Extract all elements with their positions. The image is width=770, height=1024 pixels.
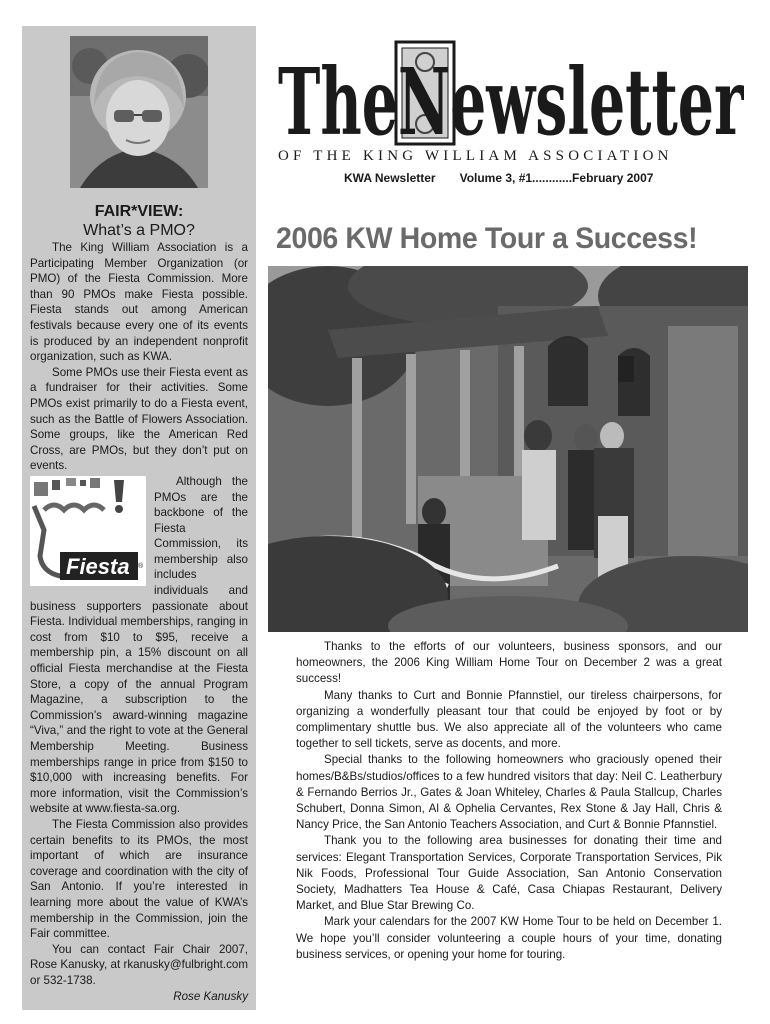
article-paragraph: Many thanks to Curt and Bonnie Pfannstiel, our tireless chairpersons, for organizing a wonderfully pleasant tour that could be enjoyed by foot or by complimentary shuttle bus. We also appreciate all of the volunteers who came together to sell tickets, serve as docents, and more. [296,688,722,751]
sidebar-paragraph: Some PMOs use their Fiesta event as a fundraiser for their activities. Some PMOs exist primarily to do a Fiesta event, such as the Battle of Flowers Association. Some groups, like the American Red Cross, are PMOs, but they don’t put on events. [30,365,248,473]
article-paragraph: Thank you to the following area businesses for donating their time and services: Elegant Transportation Services, Corporate Transportation Services, Pik Nik Foods, Professional Tour Guide Association, San Antonio Conservation Society, Madhatters Tea House & Café, Casa Chiapas Restaurant, Delivery Market, and Blue Star Brewing Co. [296,834,722,913]
sidebar-headline-subtitle: What’s a PMO? [83,222,195,239]
sidebar [22,26,256,1010]
issue-volume-date: Volume 3, #1............February 2007 [459,171,654,185]
issue-publication: KWA Newsletter [344,171,436,185]
article-paragraph: Special thanks to the following homeowners who graciously opened their homes/B&Bs/studios/offices to a few hundred visitors that day: Neil C. Leatherbury & Fernando Berrios Jr., Gates & Joan Whiteley, Charles & Paula Stallcup, Charles Schubert, Donna Simon, Al & Ophelia Cervantes, Rex Stone & Jay Hall, Chris & Nancy Price, the San Antonio Teachers Association, and Curt & Bonnie Pfannstiel. [296,753,722,832]
sidebar-paragraph: The King William Association is a Participating Member Organization (or PMO) of the Fiesta Commission. More than 90 PMOs make Fiesta possible. Fiesta stands out among American festivals because every one of its events is produced by an independent nonprofit organization, such as KWA. [30,241,248,364]
sidebar-article [30,240,248,1004]
fiesta-logo-text: Fiesta [66,553,130,579]
sidebar-headline-title: FAIR*VIEW: [94,203,184,220]
sidebar-signature: Rose Kanusky [173,989,248,1003]
masthead-subtitle: OF THE KING WILLIAM ASSOCIATION [278,148,673,164]
author-photo [70,36,208,188]
home-tour-photo [268,266,748,632]
fiesta-logo-mark: ® [138,562,144,570]
sidebar-headline [22,202,256,240]
article-headline: 2006 KW Home Tour a Success! [276,222,698,255]
issue-line [344,171,653,185]
sidebar-paragraph: The Fiesta Commission also provides certain benefits to its PMOs, the most important of which are insurance coverage and coordination with the city of San Antonio. If you’re interested in learning more about the value of KWA’s membership in the Commission, join the Fair committee. [30,817,248,941]
fiesta-logo [30,476,146,586]
article-paragraph: Thanks to the efforts of our volunteers, business sponsors, and our homeowners, the 2006 King William Home Tour on December 2 was a great success! [296,640,722,686]
article-paragraph: Mark your calendars for the 2007 KW Home Tour to be held on December 1. We hope you’ll consider volunteering a couple hours of your time, donating business services, or opening your home for touring. [296,915,722,961]
sidebar-paragraph: Although the PMOs are the backbone of the Fiesta Commission, its membership also includes individuals and business supporters passionate about Fiesta. Individual memberships, ranging in cost from $10 to $95, receive a membership pin, a 15% discount on all official Fiesta merchandise at the Fiesta Store, a copy of the annual Program Magazine, a subscription to the Commission’s award-winning magazine “Viva,” and the right to vote at the General Membership Meeting. Business memberships range in price from $150 to $10,000 with increasing benefits. For more information, visit the Commission’s website at www.fiesta-sa.org. [30,474,248,816]
article-body [296,639,722,963]
masthead-logo [278,38,744,156]
masthead-title: TheNewsletter [278,48,744,156]
sidebar-paragraph: You can contact Fair Chair 2007, Rose Kanusky, at rkanusky@fulbright.com or 532-1738. [30,942,248,987]
